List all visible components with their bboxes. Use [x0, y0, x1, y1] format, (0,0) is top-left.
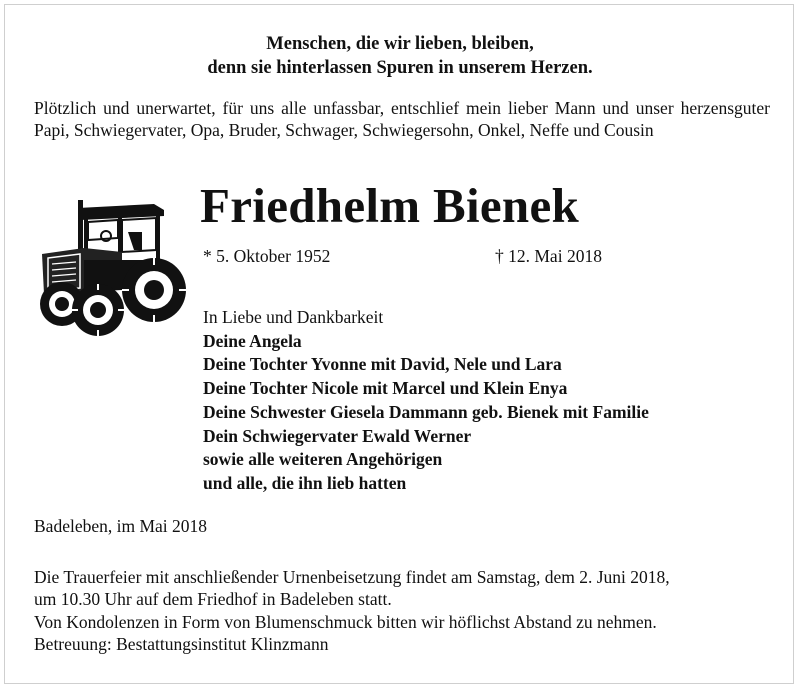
mourners-list: [203, 306, 763, 496]
motto-line-2: denn sie hinterlassen Spuren in unserem Herzen.: [207, 58, 593, 78]
funeral-notice: [34, 566, 774, 655]
mourner-line: Dein Schwiegervater Ewald Werner: [203, 425, 472, 446]
birth-date: * 5. Oktober 1952: [203, 246, 331, 266]
mourner-line: Deine Schwester Giesela Dammann geb. Bienek mit Familie: [203, 401, 649, 422]
motto-line-1: Menschen, die wir lieben, bleiben,: [266, 34, 534, 54]
mourner-line: und alle, die ihn lieb hatten: [203, 472, 407, 493]
tractor-icon: [24, 198, 186, 351]
death-date: † 12. Mai 2018: [495, 246, 602, 266]
motto: [0, 32, 800, 80]
deceased-name: Friedhelm Bienek: [200, 178, 580, 233]
mourner-line: Deine Angela: [203, 330, 302, 351]
mourner-line: Deine Tochter Yvonne mit David, Nele und Lara: [203, 354, 562, 375]
mourner-line: Deine Tochter Nicole mit Marcel und Klein Enya: [203, 378, 568, 399]
intro-text: Plötzlich und unerwartet, für uns alle unfassbar, entschlief mein lieber Mann und unser herzensguter Papi, Schwiegervater, Opa, Bruder, Schwager, Schwiegersohn, Onkel, Neffe und Cousin: [34, 98, 770, 140]
notice-line-2: um 10.30 Uhr auf dem Friedhof in Badeleben statt.: [34, 589, 392, 610]
mourners-lead: In Liebe und Dankbarkeit: [203, 307, 384, 327]
notice-line-1: Die Trauerfeier mit anschließender Urnenbeisetzung findet am Samstag, dem 2. Juni 2018,: [34, 567, 670, 587]
mourner-line: sowie alle weiteren Angehörigen: [203, 449, 443, 470]
notice-line-4: Betreuung: Bestattungsinstitut Klinzmann: [34, 633, 329, 654]
place-date: Badeleben, im Mai 2018: [34, 516, 208, 536]
notice-line-3: Von Kondolenzen in Form von Blumenschmuck bitten wir höflichst Abstand zu nehmen.: [34, 611, 657, 632]
